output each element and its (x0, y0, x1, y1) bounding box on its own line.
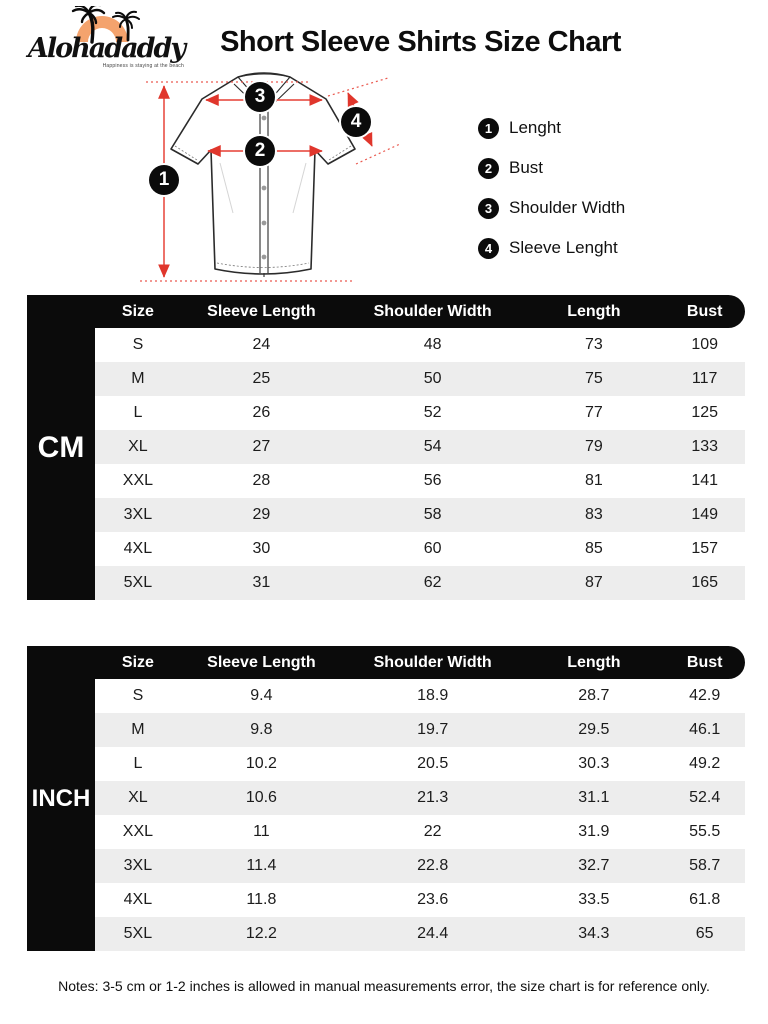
value-cell: 109 (691, 336, 719, 353)
value-cell: 117 (691, 370, 718, 387)
value-cell: 73 (584, 336, 603, 353)
value-cell: 83 (584, 506, 603, 523)
measurement-badge-length: 1 (149, 165, 179, 195)
size-cell: M (131, 721, 145, 738)
table-row (95, 430, 745, 464)
value-cell: 19.7 (417, 721, 449, 738)
value-cell: 18.9 (417, 687, 449, 704)
value-cell: 29.5 (578, 721, 610, 738)
table-row (95, 396, 745, 430)
table-row (95, 328, 745, 362)
value-cell: 25 (252, 370, 271, 387)
value-cell: 61.8 (689, 891, 721, 908)
value-cell: 27 (252, 438, 271, 455)
legend-item (478, 236, 625, 260)
column-header: Bust (686, 302, 723, 320)
value-cell: 52.4 (689, 789, 721, 806)
value-cell: 9.8 (250, 721, 273, 738)
value-cell: 87 (584, 574, 603, 591)
value-cell: 56 (423, 472, 442, 489)
legend-label: Lenght (509, 118, 561, 137)
value-cell: 28 (252, 472, 271, 489)
size-cell: S (132, 336, 144, 353)
unit-label-cm: CM (27, 295, 95, 600)
value-cell: 21.3 (417, 789, 449, 806)
value-cell: 157 (691, 540, 719, 557)
table-header-row (27, 646, 745, 679)
legend-item (478, 156, 625, 180)
size-cell: L (133, 404, 143, 421)
size-cell: XL (128, 438, 148, 455)
measurement-badge-bust: 2 (245, 136, 275, 166)
table-row (95, 679, 745, 713)
table-row (95, 781, 745, 815)
size-cell: 5XL (123, 925, 153, 942)
value-cell: 20.5 (417, 755, 449, 772)
value-cell: 149 (691, 506, 719, 523)
value-cell: 10.2 (245, 755, 277, 772)
value-cell: 11 (253, 823, 270, 840)
table-row (95, 849, 745, 883)
legend-label: Shoulder Width (509, 198, 626, 217)
column-header: Size (121, 653, 154, 671)
footnote: Notes: 3-5 cm or 1-2 inches is allowed in manual measurements error, the size chart is for reference only. (58, 978, 710, 994)
value-cell: 9.4 (250, 687, 273, 704)
legend-label: Sleeve Lenght (509, 238, 618, 257)
value-cell: 10.6 (245, 789, 277, 806)
table-row (95, 713, 745, 747)
value-cell: 125 (691, 404, 719, 421)
size-cell: S (132, 687, 144, 704)
value-cell: 85 (584, 540, 603, 557)
column-header: Length (567, 653, 621, 671)
value-cell: 31.1 (578, 789, 610, 806)
value-cell: 52 (423, 404, 442, 421)
table-row (95, 532, 745, 566)
value-cell: 28.7 (578, 687, 610, 704)
column-header: Length (567, 302, 621, 320)
table-row (95, 498, 745, 532)
column-header: Sleeve Length (207, 653, 316, 671)
size-cell: 3XL (123, 506, 153, 523)
table-row (95, 566, 745, 600)
value-cell: 60 (423, 540, 442, 557)
legend-label: Bust (509, 158, 544, 177)
value-cell: 81 (584, 472, 603, 489)
size-cell: 3XL (123, 857, 153, 874)
table-row (95, 815, 745, 849)
size-cell: XXL (122, 472, 154, 489)
value-cell: 29 (252, 506, 271, 523)
column-header: Sleeve Length (207, 302, 316, 320)
shirt-measurement-diagram (138, 63, 403, 295)
table-row (95, 464, 745, 498)
legend-item (478, 116, 625, 140)
table-header-row (27, 295, 745, 328)
value-cell: 49.2 (689, 755, 721, 772)
page-title: Short Sleeve Shirts Size Chart (220, 26, 621, 58)
value-cell: 62 (423, 574, 442, 591)
legend-number-badge: 3 (478, 198, 499, 219)
value-cell: 54 (423, 438, 442, 455)
value-cell: 165 (691, 574, 719, 591)
value-cell: 65 (695, 925, 714, 942)
value-cell: 22 (423, 823, 442, 840)
column-header: Size (121, 302, 154, 320)
table-inch-rows (95, 679, 745, 951)
value-cell: 30.3 (578, 755, 610, 772)
column-header: Shoulder Width (373, 653, 492, 671)
brand-name: Alohadaddy (27, 33, 185, 64)
value-cell: 75 (584, 370, 603, 387)
brand-tagline: Happiness is staying at the beach (102, 63, 184, 69)
measurement-badge-sleeve-length: 4 (341, 107, 371, 137)
value-cell: 58 (423, 506, 442, 523)
size-cell: 4XL (123, 540, 153, 557)
value-cell: 58.7 (689, 857, 721, 874)
measurement-badge-shoulder-width: 3 (245, 82, 275, 112)
legend-number-badge: 1 (478, 118, 499, 139)
value-cell: 31 (252, 574, 271, 591)
value-cell: 24.4 (417, 925, 449, 942)
size-cell: M (131, 370, 145, 387)
value-cell: 32.7 (578, 857, 610, 874)
size-cell: L (133, 755, 143, 772)
table-row (95, 362, 745, 396)
value-cell: 26 (252, 404, 271, 421)
legend-number-badge: 2 (478, 158, 499, 179)
size-cell: XL (128, 789, 148, 806)
size-cell: 4XL (123, 891, 153, 908)
size-table-inch (27, 646, 745, 951)
value-cell: 11.4 (246, 857, 277, 874)
value-cell: 79 (584, 438, 603, 455)
value-cell: 12.2 (245, 925, 277, 942)
value-cell: 22.8 (417, 857, 449, 874)
value-cell: 141 (691, 472, 719, 489)
value-cell: 55.5 (689, 823, 721, 840)
value-cell: 34.3 (578, 925, 610, 942)
value-cell: 23.6 (417, 891, 449, 908)
table-row (95, 883, 745, 917)
legend-item (478, 196, 625, 220)
value-cell: 46.1 (689, 721, 721, 738)
size-cell: 5XL (123, 574, 153, 591)
value-cell: 50 (423, 370, 442, 387)
value-cell: 42.9 (689, 687, 721, 704)
value-cell: 77 (584, 404, 603, 421)
unit-label-inch: INCH (27, 646, 95, 951)
size-cell: XXL (122, 823, 154, 840)
value-cell: 24 (252, 336, 271, 353)
value-cell: 11.8 (246, 891, 277, 908)
value-cell: 133 (691, 438, 719, 455)
value-cell: 31.9 (578, 823, 610, 840)
table-row (95, 747, 745, 781)
value-cell: 33.5 (578, 891, 610, 908)
size-table-cm (27, 295, 745, 600)
column-header: Bust (686, 653, 723, 671)
table-cm-rows (95, 328, 745, 600)
value-cell: 30 (252, 540, 271, 557)
table-row (95, 917, 745, 951)
column-header: Shoulder Width (373, 302, 492, 320)
legend (478, 116, 625, 276)
legend-number-badge: 4 (478, 238, 499, 259)
value-cell: 48 (423, 336, 442, 353)
